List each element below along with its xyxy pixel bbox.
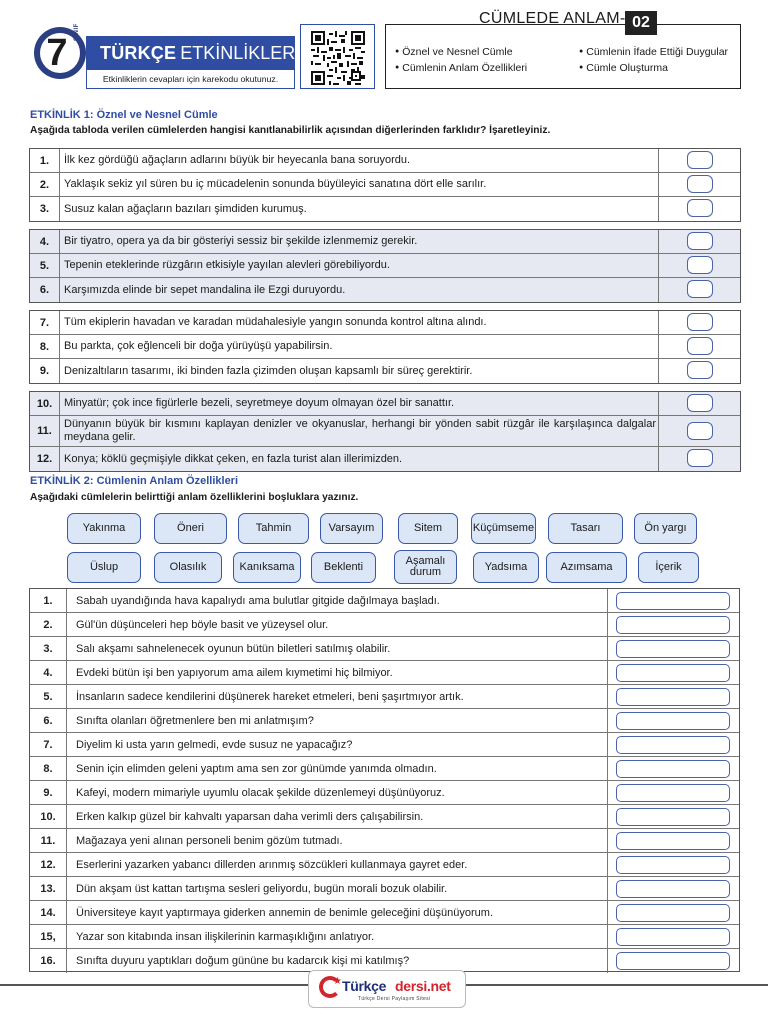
answer-cell — [607, 637, 739, 660]
table-row — [30, 416, 740, 447]
answer-cell — [607, 709, 739, 732]
word-chip[interactable]: Aşamalı durum — [394, 550, 457, 584]
topic-title: CÜMLEDE ANLAM- — [479, 10, 626, 27]
table-row — [30, 613, 739, 637]
statement-text: Yaklaşık sekiz yıl süren bu iç mücadelenin sonunda büyüleyici sanatına dört elle sarılır. — [64, 178, 487, 190]
answer-field[interactable] — [616, 616, 730, 634]
row-number: 10. — [30, 392, 60, 415]
check-box[interactable] — [687, 175, 713, 193]
statement-text: Denizaltıların tasarımı, iki binden fazla çizimden oluşan kapsamlı bir süreç gerektirir. — [64, 364, 473, 377]
table-row — [30, 359, 740, 383]
row-number: 3. — [30, 197, 60, 221]
answer-cell — [607, 805, 739, 828]
statement-text: Minyatür; çok ince figürlerle bezeli, seyretmeye doyum olmayan özel bir sanattır. — [64, 397, 455, 409]
word-chip[interactable]: Öneri — [154, 513, 227, 544]
sentence-text: Sınıfta duyuru yaptıkları doğum gününe bu kadarcık kişi mi katılmış? — [76, 955, 410, 967]
sentence-text: Erken kalkıp güzel bir kahvaltı yaparsan daha verimli ders çalışabilirsin. — [76, 810, 424, 823]
statement-group-3 — [29, 310, 741, 384]
check-box[interactable] — [687, 256, 713, 274]
activity2-question: Aşağıdaki cümlelerin belirttiği anlam özelliklerini boşluklara yazınız. — [30, 492, 359, 503]
check-cell — [658, 230, 740, 253]
table-row — [30, 230, 740, 254]
table-row — [30, 685, 739, 709]
sentence-text: Dün akşam üst kattan tartışma sesleri geliyordu, bugün morali bozuk olabilir. — [76, 882, 448, 895]
row-number: 2. — [30, 173, 60, 196]
table-row — [30, 805, 739, 829]
row-number: 2. — [30, 613, 67, 636]
answer-field[interactable] — [616, 592, 730, 610]
statement-text: İlk kez gördüğü ağaçların adlarını büyük bir heyecanla bana soruyordu. — [64, 154, 411, 166]
answer-field[interactable] — [616, 712, 730, 730]
row-number: 11. — [30, 829, 67, 852]
row-number: 10. — [30, 805, 67, 828]
sentence-text: İnsanların sadece kendilerini düşünerek hareket etmeleri, beni şaşırtmıyor artık. — [76, 690, 464, 703]
word-chip[interactable]: Tasarı — [548, 513, 623, 544]
title-normal: ETKİNLİKLERİ — [180, 42, 301, 63]
table-row — [30, 877, 739, 901]
answer-cell — [607, 853, 739, 876]
logo-tagline: Türkçe Dersi Paylaşım Sitesi — [358, 996, 431, 1002]
answer-field[interactable] — [616, 784, 730, 802]
row-number: 6. — [30, 709, 67, 732]
answer-field[interactable] — [616, 664, 730, 682]
answer-cell — [607, 901, 739, 924]
statement-group-4 — [29, 391, 741, 472]
grade-word: SINIF — [74, 23, 80, 41]
table-row — [30, 589, 739, 613]
answer-cell — [607, 829, 739, 852]
table-row — [30, 392, 740, 416]
row-number: 5. — [30, 685, 67, 708]
row-number: 12. — [30, 447, 60, 471]
topic-item: ● Öznel ve Nesnel Cümle — [395, 46, 513, 58]
answer-field[interactable] — [616, 736, 730, 754]
row-number: 1. — [30, 589, 67, 612]
word-chip[interactable]: Küçümseme — [471, 513, 536, 544]
word-chip[interactable]: Beklenti — [311, 552, 376, 583]
check-box[interactable] — [687, 361, 713, 379]
statement-text: Bu parkta, çok eğlenceli bir doğa yürüyüşü yapabilirsin. — [64, 340, 333, 352]
sentence-text: Eserlerini yazarken yabancı dillerden arınmış sözcükleri kullanmaya gayret eder. — [76, 858, 468, 871]
answer-field[interactable] — [616, 832, 730, 850]
statement-text: Karşımızda elinde bir sepet mandalina ile Ezgi duruyordu. — [64, 283, 346, 296]
table-row — [30, 197, 740, 221]
logo-text-part2: dersi.net — [395, 978, 451, 994]
check-cell — [658, 173, 740, 196]
table-row — [30, 925, 739, 949]
statement-text: Bir tiyatro, opera ya da bir gösteriyi sessiz bir şekilde izlenmemiz gerekir. — [64, 235, 418, 247]
answer-cell — [607, 925, 739, 948]
statement-group-2 — [29, 229, 741, 303]
answer-field[interactable] — [616, 640, 730, 658]
answer-cell — [607, 733, 739, 756]
check-box[interactable] — [687, 232, 713, 250]
table-row — [30, 311, 740, 335]
answer-cell — [607, 781, 739, 804]
check-box[interactable] — [687, 151, 713, 169]
row-number: 14. — [30, 901, 67, 924]
word-chip[interactable]: Olasılık — [154, 552, 222, 583]
sentence-text: Diyelim ki usta yarın gelmedi, evde susuz ne yapacağız? — [76, 738, 353, 751]
check-box[interactable] — [687, 449, 713, 467]
answer-cell — [607, 949, 739, 973]
check-cell — [658, 447, 740, 471]
check-box[interactable] — [687, 337, 713, 355]
title-bold: TÜRKÇE — [100, 42, 177, 63]
answer-table — [29, 588, 740, 972]
statement-text: Dünyanın büyük bir kısmını kaplayan denizler ve okyanuslar, herhangi bir yönden sabit rüzgâr ile karşılaşınca dalgalar meydana gelir. — [64, 418, 656, 443]
word-chip[interactable]: Varsayım — [320, 513, 383, 544]
title-banner — [86, 36, 301, 70]
row-number: 1. — [30, 149, 60, 172]
statement-text: Tüm ekiplerin havadan ve karadan müdahalesiyle yangın sonunda kontrol altına alındı. — [64, 316, 487, 328]
table-row — [30, 781, 739, 805]
word-chip[interactable]: İçerik — [638, 552, 699, 583]
statement-text: Tepenin eteklerinde rüzgârın etkisiyle yayılan alevleri görebiliyordu. — [64, 259, 390, 271]
table-row — [30, 335, 740, 359]
activity2-title: ETKİNLİK 2: Cümlenin Anlam Özellikleri — [30, 475, 239, 487]
topic-item: ● Cümlenin Anlam Özellikleri — [395, 62, 527, 74]
sentence-text: Sınıfta olanları öğretmenlere ben mi anlatmışım? — [76, 714, 314, 727]
activity1-title: ETKİNLİK 1: Öznel ve Nesnel Cümle — [30, 109, 218, 121]
sentence-text: Senin için elimden geleni yaptım ama sen zor günümde yanımda olmadın. — [76, 762, 437, 775]
qr-code-frame[interactable] — [300, 24, 375, 89]
table-row — [30, 173, 740, 197]
table-row — [30, 278, 740, 302]
row-number: 7. — [30, 311, 60, 334]
check-cell — [658, 149, 740, 172]
row-number: 8. — [30, 335, 60, 358]
row-number: 13. — [30, 877, 67, 900]
check-cell — [658, 416, 740, 446]
row-number: 15, — [30, 925, 67, 948]
row-number: 5. — [30, 254, 60, 277]
sentence-text: Evdeki bütün işi ben yapıyorum ama ailem kıymetimi hiç bilmiyor. — [76, 666, 393, 679]
answer-cell — [607, 757, 739, 780]
answer-field[interactable] — [616, 688, 730, 706]
answer-cell — [607, 589, 739, 612]
statement-group-1 — [29, 148, 741, 222]
table-row — [30, 829, 739, 853]
answer-field[interactable] — [616, 880, 730, 898]
word-chip[interactable]: Ön yargı — [634, 513, 697, 544]
sentence-text: Mağazaya yeni alınan personeli benim gözüm tutmadı. — [76, 834, 343, 847]
row-number: 3. — [30, 637, 67, 660]
check-cell — [658, 335, 740, 358]
table-row — [30, 733, 739, 757]
sentence-text: Sabah uyandığında hava kapalıydı ama bulutlar gitgide dağılmaya başladı. — [76, 594, 440, 607]
row-number: 4. — [30, 230, 60, 253]
answer-field[interactable] — [616, 952, 730, 970]
check-cell — [658, 254, 740, 277]
check-cell — [658, 197, 740, 221]
row-number: 7. — [30, 733, 67, 756]
sentence-text: Kafeyi, modern mimariyle uyumlu olacak şekilde düzenlemeyi düşünüyoruz. — [76, 786, 445, 799]
check-box[interactable] — [687, 394, 713, 412]
sentence-text: Yazar son kitabında insan ilişkilerinin karmaşıklığını anlatıyor. — [76, 930, 375, 943]
word-chip[interactable]: Yakınma — [67, 513, 141, 544]
word-chip[interactable]: Kanıksama — [233, 552, 301, 583]
check-box[interactable] — [687, 422, 713, 440]
sentence-text: Gül'ün düşünceleri hep böyle basit ve yüzeysel olur. — [76, 618, 329, 631]
check-box[interactable] — [687, 199, 713, 217]
table-row — [30, 709, 739, 733]
word-chip[interactable]: Üslup — [67, 552, 141, 583]
topic-item: ● Cümle Oluşturma — [579, 62, 668, 74]
row-number: 4. — [30, 661, 67, 684]
word-chip[interactable]: Azımsama — [546, 552, 627, 583]
check-cell — [658, 311, 740, 334]
answer-cell — [607, 613, 739, 636]
row-number: 6. — [30, 278, 60, 302]
table-row — [30, 853, 739, 877]
logo-star-icon: ★ — [333, 976, 342, 987]
subtitle: Etkinliklerin cevapları için karekodu okutunuz. — [86, 70, 295, 89]
row-number: 9. — [30, 781, 67, 804]
answer-cell — [607, 661, 739, 684]
check-box[interactable] — [687, 280, 713, 298]
answer-field[interactable] — [616, 928, 730, 946]
topic-item: ● Cümlenin İfade Ettiği Duygular — [579, 46, 728, 58]
table-row — [30, 757, 739, 781]
table-row — [30, 661, 739, 685]
grade-number: 7 — [46, 32, 68, 74]
table-row — [30, 149, 740, 173]
check-cell — [658, 392, 740, 415]
logo-text-part1: Türkçe — [342, 978, 387, 994]
activity1-question: Aşağıda tabloda verilen cümlelerden hangisi kanıtlanabilirlik açısından diğerlerinden farklıdır? İşaretleyiniz. — [30, 125, 551, 136]
word-chip[interactable]: Yadsıma — [473, 552, 539, 583]
row-number: 11. — [30, 416, 60, 446]
check-cell — [658, 278, 740, 302]
check-box[interactable] — [687, 313, 713, 331]
statement-text: Konya; köklü geçmişiyle dikkat çeken, en fazla turist alan illerimizden. — [64, 452, 403, 465]
check-cell — [658, 359, 740, 383]
answer-field[interactable] — [616, 808, 730, 826]
word-chip[interactable]: Tahmin — [238, 513, 309, 544]
topic-number: 02 — [625, 11, 657, 35]
table-row — [30, 447, 740, 471]
word-chip[interactable]: Sitem — [398, 513, 458, 544]
qr-code-icon[interactable] — [311, 31, 365, 85]
table-row — [30, 901, 739, 925]
answer-field[interactable] — [616, 760, 730, 778]
row-number: 16. — [30, 949, 67, 973]
row-number: 9. — [30, 359, 60, 383]
table-row — [30, 254, 740, 278]
sentence-text: Salı akşamı sahnelenecek oyunun bütün biletleri satılmış olabilir. — [76, 642, 391, 655]
sentence-text: Üniversiteye kayıt yaptırmaya giderken annemin de benimle geleceğini düşünüyorum. — [76, 906, 494, 919]
answer-cell — [607, 685, 739, 708]
row-number: 12. — [30, 853, 67, 876]
answer-field[interactable] — [616, 904, 730, 922]
answer-cell — [607, 877, 739, 900]
row-number: 8. — [30, 757, 67, 780]
answer-field[interactable] — [616, 856, 730, 874]
table-row — [30, 637, 739, 661]
statement-text: Susuz kalan ağaçların bazıları şimdiden kurumuş. — [64, 202, 307, 215]
